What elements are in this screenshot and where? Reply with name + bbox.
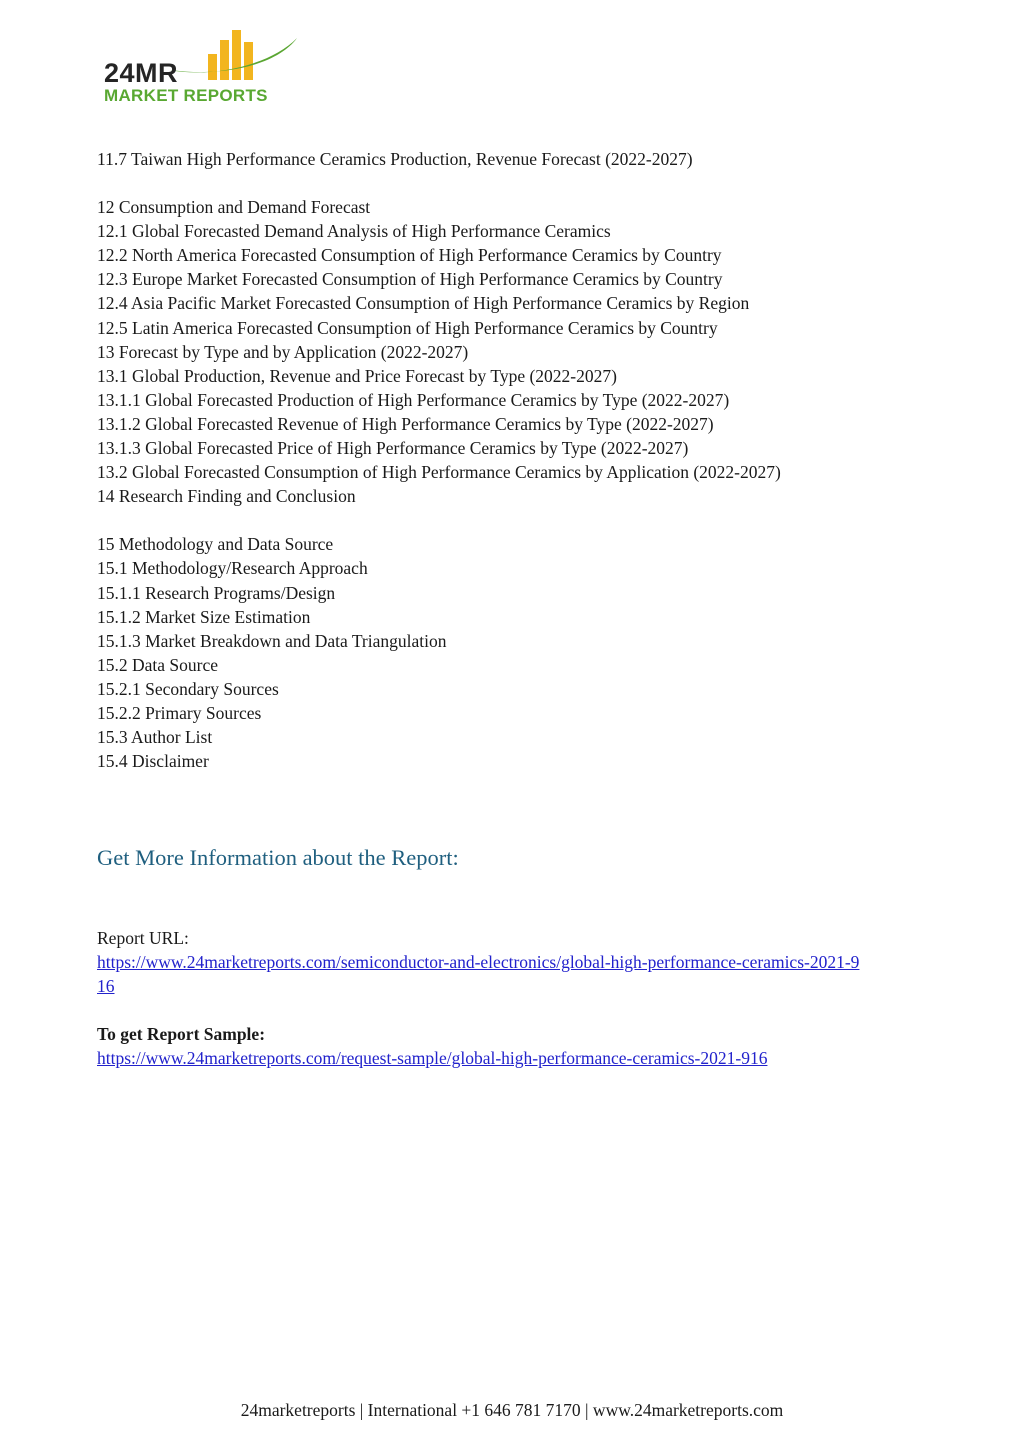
toc-entry: 13.2 Global Forecasted Consumption of High Performance Ceramics by Application (2022-2027) [97,462,781,483]
report-sample-section [97,1022,927,1070]
report-url-link-line1[interactable]: https://www.24marketreports.com/semiconductor-and-electronics/global-high-performance-ceramics-2021-9 [97,952,860,972]
toc-entry: 15.1.3 Market Breakdown and Data Triangulation [97,630,447,651]
logo-bar-1 [208,54,217,80]
toc-entry: 15.1 Methodology/Research Approach [97,558,368,579]
report-url-link-line2[interactable]: 16 [97,976,115,996]
logo-text-market-reports: MARKET REPORTS [104,86,268,105]
logo-bar-2 [220,40,229,80]
toc-entry: 15.2.2 Primary Sources [97,702,262,723]
toc-entry: 15.4 Disclaimer [97,751,209,772]
report-url-link[interactable] [97,950,927,998]
toc-entry: 12.4 Asia Pacific Market Forecasted Consumption of High Performance Ceramics by Region [97,293,750,314]
toc-entry: 14 Research Finding and Conclusion [97,486,356,507]
footer-contact-text: 24marketreports | International +1 646 781 7170 | www.24marketreports.com [240,1400,784,1420]
toc-entry: 11.7 Taiwan High Performance Ceramics Production, Revenue Forecast (2022-2027) [97,149,693,169]
report-sample-link[interactable]: https://www.24marketreports.com/request-sample/global-high-performance-ceramics-2021-916 [97,1048,768,1068]
report-url-label: Report URL: [97,928,189,948]
toc-entry: 15.1.1 Research Programs/Design [97,582,336,603]
toc-entry: 12.5 Latin America Forecasted Consumption of High Performance Ceramics by Country [97,317,718,338]
toc-entry: 12 Consumption and Demand Forecast [97,197,371,218]
logo-text-24mr: 24MR [104,58,179,88]
page-footer [0,1400,1024,1421]
toc-entry: 12.3 Europe Market Forecasted Consumption of High Performance Ceramics by Country [97,269,723,290]
logo-bar-3 [232,30,241,80]
toc-entry: 13.1.3 Global Forecasted Price of High Performance Ceramics by Type (2022-2027) [97,438,689,459]
toc-entry: 15.2.1 Secondary Sources [97,678,279,699]
toc-entry: 12.1 Global Forecasted Demand Analysis of High Performance Ceramics [97,221,611,242]
toc-entry: 13.1.1 Global Forecasted Production of High Performance Ceramics by Type (2022-2027) [97,389,730,410]
toc-entry: 15.2 Data Source [97,654,219,675]
table-of-contents [97,147,937,773]
toc-entry: 15.1.2 Market Size Estimation [97,606,311,627]
toc-spacer [97,171,937,195]
toc-entry: 13 Forecast by Type and by Application (2022-2027) [97,341,469,362]
more-info-heading: Get More Information about the Report: [97,845,459,870]
logo-bar-4 [244,42,253,80]
toc-spacer [97,508,937,532]
company-logo [100,28,310,108]
toc-entry: 15 Methodology and Data Source [97,534,334,555]
report-url-section [97,926,927,998]
toc-entry: 15.3 Author List [97,727,213,748]
toc-entry: 12.2 North America Forecasted Consumption of High Performance Ceramics by Country [97,245,722,266]
report-sample-label: To get Report Sample: [97,1024,266,1044]
toc-entry: 13.1.2 Global Forecasted Revenue of High Performance Ceramics by Type (2022-2027) [97,413,714,434]
toc-entry: 13.1 Global Production, Revenue and Price Forecast by Type (2022-2027) [97,365,617,386]
